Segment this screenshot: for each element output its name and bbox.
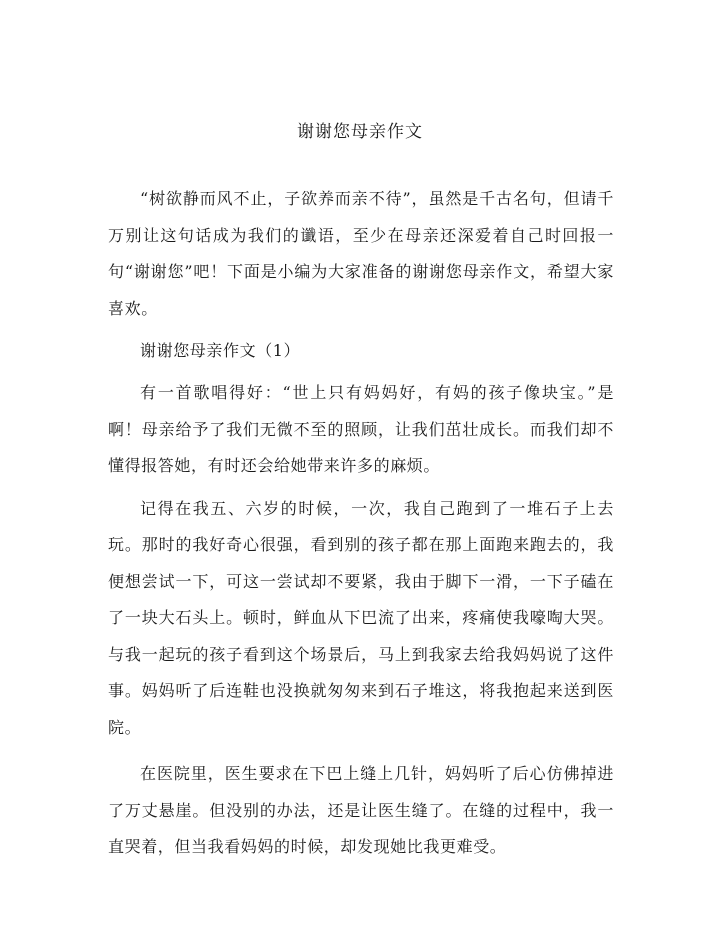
section-heading: 谢谢您母亲作文（1） — [140, 341, 301, 360]
body-paragraph-2: 记得在我五、六岁的时候，一次，我自己跑到了一堆石子上去玩。那时的我好奇心很强，看到别的孩子都在那上面跑来跑去的，我便想尝试一下，可这一尝试却不要紧，我由于脚下一滑，一下子磕在了一块大石头上。顿时，鲜血从下巴流了出来，疼痛使我嚎啕大哭。与我一起玩的孩子看到这个场景后，马上到我家去给我妈妈说了这件事。妈妈听了后连鞋也没换就匆匆来到石子堆这，将我抱起来送到医院。 — [108, 498, 614, 737]
document-title: 谢谢您母亲作文 — [297, 122, 423, 142]
body-paragraph-1: 有一首歌唱得好：“世上只有妈妈好，有妈的孩子像块宝。”是啊！母亲给予了我们无微不至的照顾，让我们茁壮成长。而我们却不懂得报答她，有时还会给她带来许多的麻烦。 — [108, 383, 614, 475]
document-body — [108, 181, 614, 872]
intro-paragraph: “树欲静而风不止，子欲养而亲不待”，虽然是千古名句，但请千万别让这句话成为我们的谶语，至少在母亲还深爱着自己时回报一句“谢谢您”吧！下面是小编为大家准备的谢谢您母亲作文，希望大家喜欢。 — [108, 189, 614, 318]
body-paragraph-3: 在医院里，医生要求在下巴上缝上几针，妈妈听了后心仿佛掉进了万丈悬崖。但没别的办法，还是让医生缝了。在缝的过程中，我一直哭着，但当我看妈妈的时候，却发现她比我更难受。 — [108, 764, 614, 856]
